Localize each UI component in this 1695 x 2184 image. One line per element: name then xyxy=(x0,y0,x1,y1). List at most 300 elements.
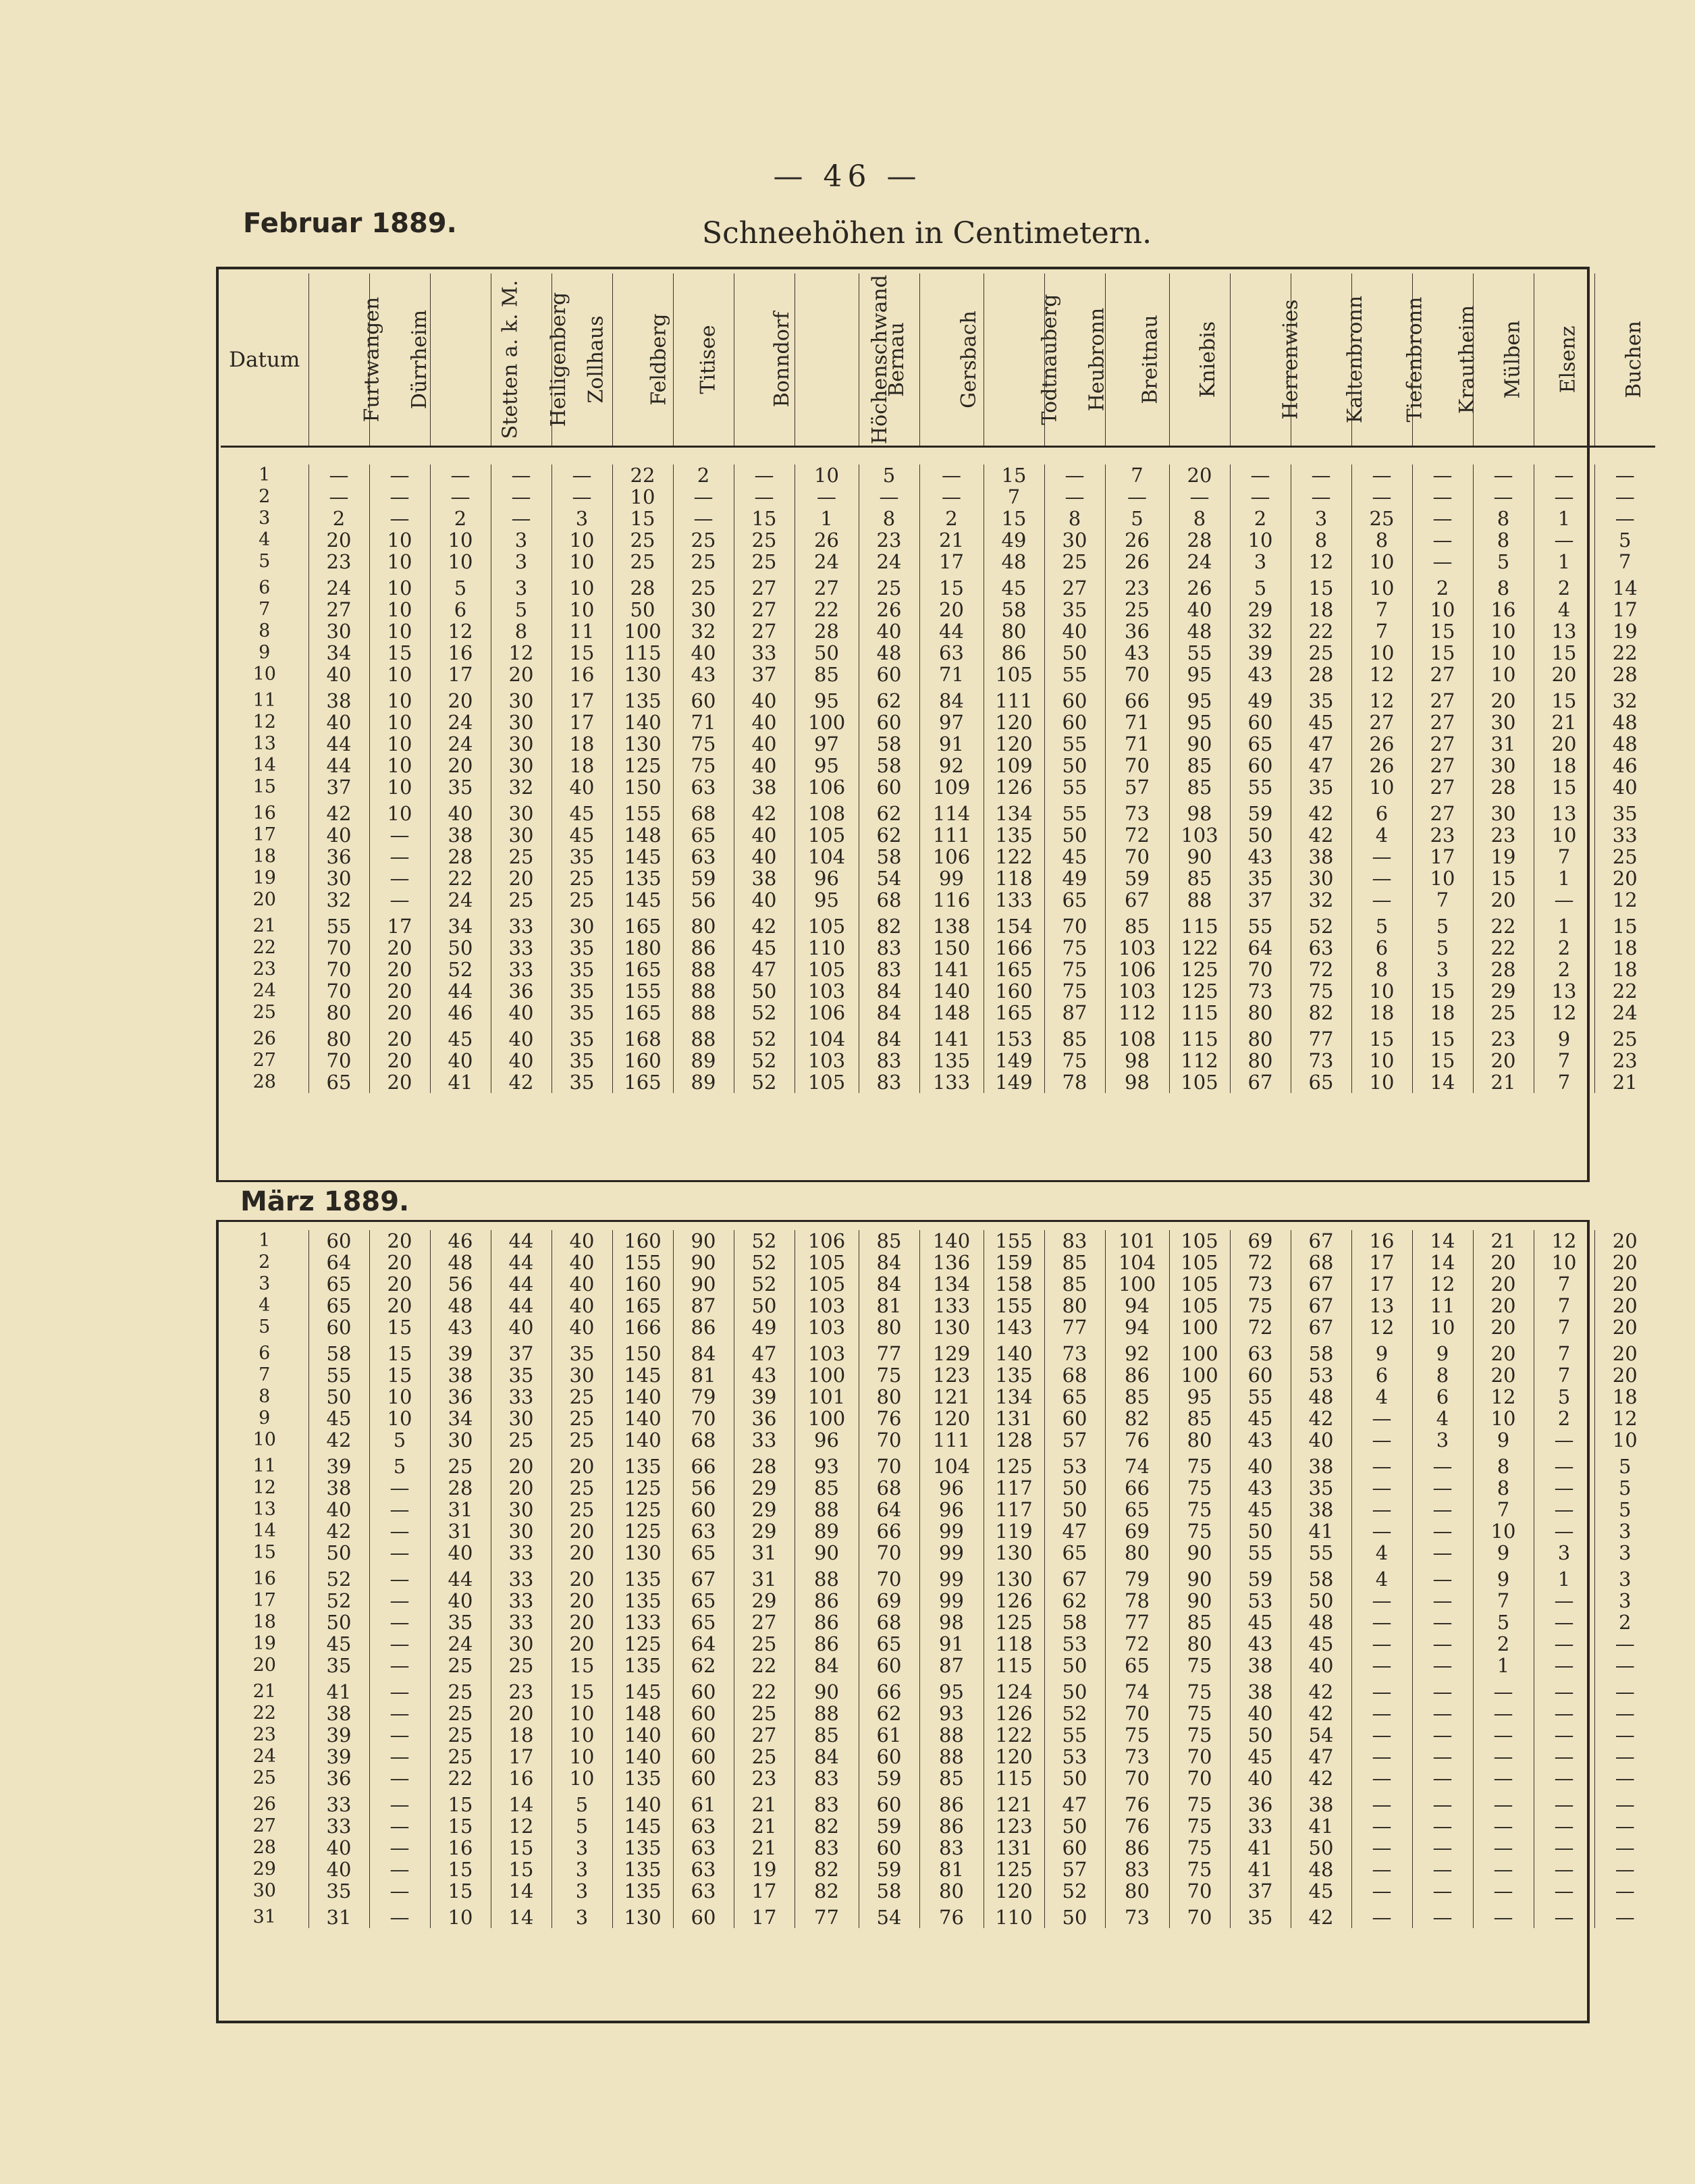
snow-depth-cell: 106 xyxy=(1105,959,1169,980)
snow-depth-cell: 104 xyxy=(795,846,859,868)
february-table xyxy=(221,464,1655,1093)
snow-depth-cell: 135 xyxy=(612,1880,673,1902)
snow-depth-cell: 4 xyxy=(1412,1408,1473,1429)
snow-depth-cell: 25 xyxy=(734,1703,795,1724)
snow-depth-cell: 59 xyxy=(1230,1568,1291,1590)
snow-depth-cell: 73 xyxy=(1230,980,1291,1002)
snow-depth-cell: 1 xyxy=(1534,508,1594,529)
snow-depth-cell: — xyxy=(491,486,551,508)
snow-depth-cell: 35 xyxy=(1230,868,1291,889)
snow-depth-cell: 15 xyxy=(551,642,612,664)
snow-depth-cell: 69 xyxy=(859,1590,919,1612)
snow-depth-cell: 20 xyxy=(919,599,984,620)
snow-depth-cell: 133 xyxy=(919,1071,984,1093)
snow-depth-cell: 4 xyxy=(1351,1568,1412,1590)
snow-depth-cell: 75 xyxy=(1169,1859,1230,1880)
snow-depth-cell: 32 xyxy=(308,889,369,911)
snow-depth-cell: 106 xyxy=(795,1230,859,1252)
snow-depth-cell: 133 xyxy=(612,1612,673,1633)
snow-depth-cell: 60 xyxy=(308,1316,369,1338)
snow-depth-cell: 5 xyxy=(859,464,919,486)
snow-depth-cell: 18 xyxy=(1594,937,1655,959)
snow-depth-cell: 24 xyxy=(1169,551,1230,572)
snow-depth-cell: 50 xyxy=(1230,1520,1291,1542)
table-row xyxy=(221,1703,1655,1724)
table-row xyxy=(221,1252,1655,1273)
snow-depth-cell: 38 xyxy=(308,690,369,712)
snow-depth-cell: 60 xyxy=(859,776,919,798)
date-cell: 21 xyxy=(252,1681,276,1702)
snow-depth-cell: 15 xyxy=(1534,776,1594,798)
table-row xyxy=(221,889,1655,911)
snow-depth-cell: 66 xyxy=(1105,1477,1169,1499)
snow-depth-cell: 65 xyxy=(308,1295,369,1316)
snow-depth-cell: 14 xyxy=(1412,1252,1473,1273)
snow-depth-cell: 84 xyxy=(673,1343,734,1364)
snow-depth-cell: 15 xyxy=(430,1815,491,1837)
snow-depth-cell: — xyxy=(1534,1499,1594,1520)
snow-depth-cell: 35 xyxy=(1291,776,1351,798)
snow-depth-cell: — xyxy=(1594,508,1655,529)
snow-depth-cell: 17 xyxy=(430,664,491,685)
snow-depth-cell: 140 xyxy=(612,1794,673,1815)
snow-depth-cell: 85 xyxy=(1169,868,1230,889)
snow-depth-cell: 25 xyxy=(491,1655,551,1676)
snow-depth-cell: 45 xyxy=(1230,1408,1291,1429)
table-row xyxy=(221,1520,1655,1542)
snow-depth-cell: 120 xyxy=(984,1880,1044,1902)
snow-depth-cell: 53 xyxy=(1291,1364,1351,1386)
snow-depth-cell: 122 xyxy=(984,846,1044,868)
date-cell: 30 xyxy=(252,1880,276,1901)
snow-depth-cell: 119 xyxy=(984,1520,1044,1542)
snow-depth-cell: — xyxy=(430,464,491,486)
snow-depth-cell: 35 xyxy=(551,1002,612,1023)
snow-depth-cell: 70 xyxy=(308,980,369,1002)
snow-depth-cell: 20 xyxy=(491,664,551,685)
snow-depth-cell: 12 xyxy=(1534,1230,1594,1252)
snow-depth-cell: 32 xyxy=(1291,889,1351,911)
snow-depth-cell: 10 xyxy=(1351,1071,1412,1093)
snow-depth-cell: 30 xyxy=(491,690,551,712)
snow-depth-cell: — xyxy=(1534,486,1594,508)
snow-depth-cell: 10 xyxy=(551,1767,612,1789)
date-cell: 27 xyxy=(252,1815,276,1836)
snow-depth-cell: 80 xyxy=(1230,1050,1291,1071)
snow-depth-cell: 27 xyxy=(734,577,795,599)
table-row xyxy=(221,1794,1655,1815)
snow-depth-cell: 40 xyxy=(859,620,919,642)
snow-depth-cell: 10 xyxy=(1473,1520,1534,1542)
snow-depth-cell: 9 xyxy=(1473,1429,1534,1451)
snow-depth-cell: 30 xyxy=(491,803,551,824)
snow-depth-cell: 8 xyxy=(1351,529,1412,551)
snow-depth-cell: 4 xyxy=(1351,1386,1412,1408)
snow-depth-cell: 26 xyxy=(795,529,859,551)
table-row xyxy=(221,1568,1655,1590)
snow-depth-cell: 60 xyxy=(859,712,919,733)
snow-depth-cell: 38 xyxy=(1291,1456,1351,1477)
snow-depth-cell: 22 xyxy=(612,464,673,486)
snow-depth-cell: 20 xyxy=(369,1230,430,1252)
snow-depth-cell: 22 xyxy=(430,868,491,889)
table-row xyxy=(221,755,1655,776)
snow-depth-cell: 100 xyxy=(1169,1364,1230,1386)
snow-depth-cell: 16 xyxy=(1473,599,1534,620)
snow-depth-cell: 50 xyxy=(1230,1724,1291,1746)
snow-depth-cell: 65 xyxy=(1230,733,1291,755)
snow-depth-cell: 34 xyxy=(430,915,491,937)
snow-depth-cell: 22 xyxy=(795,599,859,620)
snow-depth-cell: 116 xyxy=(919,889,984,911)
page-number: — 46 — xyxy=(773,159,922,194)
date-cell: 24 xyxy=(252,1746,276,1767)
snow-depth-cell: 41 xyxy=(1291,1520,1351,1542)
snow-depth-cell: 20 xyxy=(369,1028,430,1050)
snow-depth-cell: 52 xyxy=(1044,1703,1105,1724)
snow-depth-cell: 55 xyxy=(1230,915,1291,937)
snow-depth-cell: — xyxy=(369,1837,430,1859)
header-station xyxy=(795,273,892,447)
snow-depth-cell: 83 xyxy=(795,1767,859,1789)
snow-depth-cell: 103 xyxy=(795,1295,859,1316)
snow-depth-cell: 22 xyxy=(1473,915,1534,937)
snow-depth-cell: 57 xyxy=(1044,1429,1105,1451)
snow-depth-cell: 93 xyxy=(795,1456,859,1477)
snow-depth-cell: 45 xyxy=(551,803,612,824)
snow-depth-cell: 17 xyxy=(1351,1252,1412,1273)
snow-depth-cell: — xyxy=(1594,1907,1655,1928)
snow-depth-cell: 30 xyxy=(1473,712,1534,733)
snow-depth-cell: — xyxy=(1594,1880,1655,1902)
snow-depth-cell: 5 xyxy=(551,1794,612,1815)
snow-depth-cell: — xyxy=(1594,486,1655,508)
snow-depth-cell: 10 xyxy=(1594,1429,1655,1451)
snow-depth-cell: 131 xyxy=(984,1408,1044,1429)
snow-depth-cell: 15 xyxy=(491,1859,551,1880)
snow-depth-cell: — xyxy=(1351,486,1412,508)
snow-depth-cell: 33 xyxy=(308,1815,369,1837)
snow-depth-cell: 94 xyxy=(1105,1295,1169,1316)
snow-depth-cell: 103 xyxy=(795,1316,859,1338)
snow-depth-cell: 73 xyxy=(1105,1907,1169,1928)
snow-depth-cell: 35 xyxy=(551,1028,612,1050)
snow-depth-cell: 75 xyxy=(1169,1703,1230,1724)
snow-depth-cell: 88 xyxy=(673,959,734,980)
snow-depth-cell: 40 xyxy=(551,1230,612,1252)
snow-depth-cell: 16 xyxy=(551,664,612,685)
snow-depth-cell: 90 xyxy=(1169,1568,1230,1590)
snow-depth-cell: 44 xyxy=(430,980,491,1002)
snow-depth-cell: 25 xyxy=(1291,642,1351,664)
snow-depth-cell: 10 xyxy=(369,690,430,712)
snow-depth-cell: 2 xyxy=(1473,1633,1534,1655)
snow-depth-cell: 65 xyxy=(1044,889,1105,911)
snow-depth-cell: 135 xyxy=(984,824,1044,846)
snow-depth-cell: — xyxy=(1412,1703,1473,1724)
snow-depth-cell: 10 xyxy=(1230,529,1291,551)
snow-depth-cell: 25 xyxy=(734,1746,795,1767)
snow-depth-cell: — xyxy=(1473,464,1534,486)
snow-depth-cell: 77 xyxy=(1044,1316,1105,1338)
table-row xyxy=(221,733,1655,755)
snow-depth-cell: 1 xyxy=(1534,868,1594,889)
snow-depth-cell: 59 xyxy=(1230,803,1291,824)
snow-depth-cell: 15 xyxy=(919,577,984,599)
snow-depth-cell: 40 xyxy=(551,776,612,798)
snow-depth-cell: 40 xyxy=(1169,599,1230,620)
date-cell: 12 xyxy=(252,1477,276,1498)
header-station xyxy=(1534,273,1594,447)
snow-depth-cell: 112 xyxy=(1105,1002,1169,1023)
table-row xyxy=(221,1050,1655,1071)
snow-depth-cell: 15 xyxy=(551,1655,612,1676)
snow-depth-cell: 25 xyxy=(551,1408,612,1429)
snow-depth-cell: 6 xyxy=(1412,1386,1473,1408)
snow-depth-cell: 50 xyxy=(1044,824,1105,846)
snow-depth-cell: 40 xyxy=(430,1590,491,1612)
snow-depth-cell: 70 xyxy=(1169,1907,1230,1928)
snow-depth-cell: — xyxy=(1534,1859,1594,1880)
table-row xyxy=(221,1499,1655,1520)
header-station xyxy=(734,273,795,447)
table-row xyxy=(221,824,1655,846)
snow-depth-cell: 15 xyxy=(1473,868,1534,889)
snow-depth-cell: 159 xyxy=(984,1252,1044,1273)
snow-depth-cell: 7 xyxy=(1534,1316,1594,1338)
snow-depth-cell: — xyxy=(369,1703,430,1724)
snow-depth-cell: 42 xyxy=(1291,1703,1351,1724)
snow-depth-cell: 85 xyxy=(1169,1612,1230,1633)
snow-depth-cell: 3 xyxy=(491,551,551,572)
snow-depth-cell: 67 xyxy=(1044,1568,1105,1590)
snow-depth-cell: 111 xyxy=(919,1429,984,1451)
date-cell: 5 xyxy=(259,551,271,572)
snow-depth-cell: 33 xyxy=(734,1429,795,1451)
snow-depth-cell: 56 xyxy=(673,889,734,911)
header-station xyxy=(308,273,383,447)
snow-depth-cell: 20 xyxy=(369,1050,430,1071)
snow-depth-cell: — xyxy=(1230,464,1291,486)
snow-depth-cell: 47 xyxy=(1291,1746,1351,1767)
snow-depth-cell: 55 xyxy=(1044,733,1105,755)
table-row xyxy=(221,1633,1655,1655)
snow-depth-cell: 15 xyxy=(1534,690,1594,712)
snow-depth-cell: — xyxy=(1534,1703,1594,1724)
snow-depth-cell: 105 xyxy=(795,1071,859,1093)
snow-depth-cell: 2 xyxy=(1230,508,1291,529)
snow-depth-cell: 95 xyxy=(919,1681,984,1703)
snow-depth-cell: 25 xyxy=(859,577,919,599)
snow-depth-cell: 63 xyxy=(673,1815,734,1837)
snow-depth-cell: 20 xyxy=(1473,1364,1534,1386)
date-cell: 4 xyxy=(259,529,271,550)
snow-depth-cell: 10 xyxy=(1351,577,1412,599)
date-cell: 23 xyxy=(252,1724,276,1745)
snow-depth-cell: 35 xyxy=(551,959,612,980)
snow-depth-cell: — xyxy=(1351,1429,1412,1451)
snow-depth-cell: 24 xyxy=(430,712,491,733)
snow-depth-cell: 25 xyxy=(734,1633,795,1655)
snow-depth-cell: 155 xyxy=(612,980,673,1002)
snow-depth-cell: 6 xyxy=(1351,803,1412,824)
snow-depth-cell: 20 xyxy=(1594,1295,1655,1316)
snow-depth-cell: — xyxy=(1412,1633,1473,1655)
snow-depth-cell: 135 xyxy=(612,1655,673,1676)
snow-depth-cell: — xyxy=(1473,1703,1534,1724)
snow-depth-cell: — xyxy=(1351,1612,1412,1633)
snow-depth-cell: 126 xyxy=(984,1590,1044,1612)
snow-depth-cell: 90 xyxy=(673,1252,734,1273)
snow-depth-cell: 50 xyxy=(1044,642,1105,664)
snow-depth-cell: 80 xyxy=(1169,1633,1230,1655)
snow-depth-cell: 10 xyxy=(369,1386,430,1408)
snow-depth-cell: 95 xyxy=(1169,712,1230,733)
snow-depth-cell: 20 xyxy=(1473,1343,1534,1364)
snow-depth-cell: — xyxy=(369,1520,430,1542)
snow-depth-cell: 55 xyxy=(308,915,369,937)
date-cell: 15 xyxy=(252,1542,276,1563)
snow-depth-cell: 65 xyxy=(859,1633,919,1655)
snow-depth-cell: 76 xyxy=(1105,1429,1169,1451)
snow-depth-cell: 74 xyxy=(1105,1456,1169,1477)
station-name: Zollhaus xyxy=(584,315,608,404)
snow-depth-cell: 14 xyxy=(1412,1230,1473,1252)
snow-depth-cell: 18 xyxy=(1351,1002,1412,1023)
snow-depth-cell: 140 xyxy=(612,712,673,733)
snow-depth-cell: — xyxy=(1351,1456,1412,1477)
snow-depth-cell: — xyxy=(1105,486,1169,508)
snow-depth-cell: 60 xyxy=(1230,712,1291,733)
snow-depth-cell: 12 xyxy=(1412,1273,1473,1295)
snow-depth-cell: 67 xyxy=(1291,1316,1351,1338)
snow-depth-cell: 25 xyxy=(612,529,673,551)
snow-depth-cell: 9 xyxy=(1351,1343,1412,1364)
snow-depth-cell: 80 xyxy=(1230,1028,1291,1050)
snow-depth-cell: 10 xyxy=(1473,620,1534,642)
snow-depth-cell: 12 xyxy=(1473,1386,1534,1408)
snow-depth-cell: 5 xyxy=(430,577,491,599)
snow-depth-cell: 72 xyxy=(1230,1252,1291,1273)
snow-depth-cell: — xyxy=(1534,1837,1594,1859)
snow-depth-cell: 13 xyxy=(1534,980,1594,1002)
snow-depth-cell: 58 xyxy=(1291,1343,1351,1364)
snow-depth-cell: 60 xyxy=(859,1794,919,1815)
snow-depth-cell: 3 xyxy=(551,1859,612,1880)
snow-depth-cell: 40 xyxy=(734,846,795,868)
snow-depth-cell: — xyxy=(1412,1815,1473,1837)
snow-depth-cell: 106 xyxy=(795,776,859,798)
snow-depth-cell: 23 xyxy=(734,1767,795,1789)
snow-depth-cell: 41 xyxy=(1230,1837,1291,1859)
snow-depth-cell: 10 xyxy=(1351,980,1412,1002)
snow-depth-cell: 20 xyxy=(491,868,551,889)
snow-depth-cell: 16 xyxy=(491,1767,551,1789)
snow-depth-cell: 85 xyxy=(1044,1252,1105,1273)
snow-depth-cell: — xyxy=(1473,1880,1534,1902)
snow-depth-cell: 85 xyxy=(1105,1386,1169,1408)
table-row xyxy=(221,529,1655,551)
station-name: Furtwangen xyxy=(359,296,383,423)
snow-depth-cell: 50 xyxy=(430,937,491,959)
snow-depth-cell: — xyxy=(1534,464,1594,486)
snow-depth-cell: 25 xyxy=(551,1429,612,1451)
snow-depth-cell: 55 xyxy=(1230,1542,1291,1564)
station-name: Höchenschwand xyxy=(867,274,892,445)
snow-depth-cell: 40 xyxy=(734,755,795,776)
snow-depth-cell: 48 xyxy=(1291,1859,1351,1880)
snow-depth-cell: 75 xyxy=(1169,1520,1230,1542)
snow-depth-cell: 75 xyxy=(1169,1837,1230,1859)
snow-depth-cell: 59 xyxy=(859,1767,919,1789)
snow-depth-cell: 20 xyxy=(551,1568,612,1590)
snow-depth-cell: 75 xyxy=(1169,1456,1230,1477)
snow-depth-cell: 145 xyxy=(612,889,673,911)
snow-depth-cell: — xyxy=(308,464,369,486)
snow-depth-cell: 63 xyxy=(1291,937,1351,959)
snow-depth-cell: 70 xyxy=(1105,664,1169,685)
snow-depth-cell: 65 xyxy=(673,824,734,846)
snow-depth-cell: 85 xyxy=(1105,915,1169,937)
snow-depth-cell: — xyxy=(551,464,612,486)
date-cell: 1 xyxy=(259,1230,271,1251)
snow-depth-cell: 70 xyxy=(1230,959,1291,980)
snow-depth-cell: 134 xyxy=(984,1386,1044,1408)
station-name: Stetten a. k. M. xyxy=(497,279,522,440)
snow-depth-cell: — xyxy=(1473,1859,1534,1880)
snow-depth-cell: 80 xyxy=(308,1002,369,1023)
snow-depth-cell: 64 xyxy=(1230,937,1291,959)
month-heading-february: Februar 1889. xyxy=(243,208,457,239)
snow-depth-cell: 75 xyxy=(1044,1050,1105,1071)
snow-depth-cell: 24 xyxy=(308,577,369,599)
date-cell: 12 xyxy=(252,712,276,733)
snow-depth-cell: 41 xyxy=(430,1071,491,1093)
snow-depth-cell: 18 xyxy=(1594,959,1655,980)
snow-depth-cell: 79 xyxy=(1105,1568,1169,1590)
snow-depth-cell: 35 xyxy=(551,1050,612,1071)
snow-depth-cell: 86 xyxy=(795,1590,859,1612)
snow-depth-cell: 105 xyxy=(795,1252,859,1273)
snow-depth-cell: — xyxy=(369,1590,430,1612)
snow-depth-cell: 46 xyxy=(430,1002,491,1023)
snow-depth-cell: 40 xyxy=(1291,1655,1351,1676)
snow-depth-cell: 27 xyxy=(1412,733,1473,755)
date-cell: 7 xyxy=(259,1364,271,1385)
snow-depth-cell: 72 xyxy=(1230,1316,1291,1338)
snow-depth-cell: 7 xyxy=(1412,889,1473,911)
snow-depth-cell: 115 xyxy=(1169,915,1230,937)
snow-depth-cell: 98 xyxy=(1169,803,1230,824)
snow-depth-cell: 38 xyxy=(308,1477,369,1499)
snow-depth-cell: 80 xyxy=(859,1316,919,1338)
date-cell: 15 xyxy=(252,776,276,797)
snow-depth-cell: 10 xyxy=(612,486,673,508)
snow-depth-cell: 105 xyxy=(795,1273,859,1295)
snow-depth-cell: — xyxy=(369,1815,430,1837)
snow-depth-cell: 42 xyxy=(308,1520,369,1542)
table-row xyxy=(221,1907,1655,1928)
snow-depth-cell: 80 xyxy=(1105,1542,1169,1564)
table-row xyxy=(221,464,1655,486)
snow-depth-cell: 98 xyxy=(1105,1050,1169,1071)
snow-depth-cell: 31 xyxy=(430,1520,491,1542)
snow-depth-cell: 20 xyxy=(1534,733,1594,755)
snow-depth-cell: 59 xyxy=(673,868,734,889)
snow-depth-cell: 115 xyxy=(984,1655,1044,1676)
snow-depth-cell: 34 xyxy=(430,1408,491,1429)
snow-depth-cell: 27 xyxy=(1044,577,1105,599)
